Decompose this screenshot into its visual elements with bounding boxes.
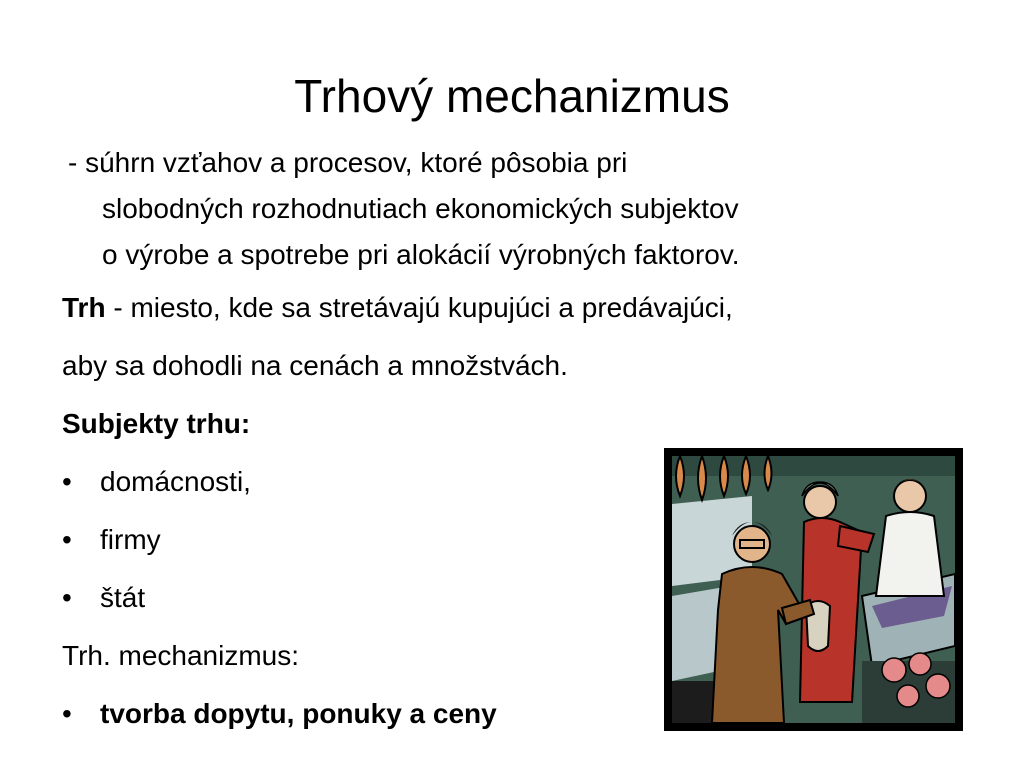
bullet-icon: • [62, 582, 72, 613]
definition-line-2: slobodných rozhodnutiach ekonomických subjektov [102, 193, 739, 224]
market-definition [62, 288, 733, 328]
mechanism-item: • tvorba dopytu, ponuky a ceny [62, 694, 497, 734]
market-term: Trh [62, 292, 106, 323]
fish-market-clipart [664, 448, 963, 731]
subject-item-state: • štát [62, 578, 145, 618]
subjects-heading: Subjekty trhu: [62, 408, 251, 439]
bullet-icon: • [62, 524, 72, 555]
subject-item-households: • domácnosti, [62, 462, 251, 502]
fish-market-illustration [672, 456, 955, 723]
bullet-icon: • [62, 466, 72, 497]
market-mechanism-definition [68, 140, 948, 278]
subject-item-firms: • firmy [62, 520, 161, 560]
mechanism-heading: Trh. mechanizmus: [62, 640, 300, 671]
market-definition-text: - miesto, kde sa stretávajú kupujúci a predávajúci, [105, 292, 733, 323]
market-definition-cont: aby sa dohodli na cenách a množstvách. [62, 350, 568, 381]
slide-title: Trhový mechanizmus [294, 70, 730, 122]
bullet-icon: • [62, 698, 72, 729]
definition-line-1: - súhrn vzťahov a procesov, ktoré pôsobia pri [68, 147, 628, 178]
definition-line-3: o výrobe a spotrebe pri alokácií výrobných faktorov. [102, 239, 740, 270]
